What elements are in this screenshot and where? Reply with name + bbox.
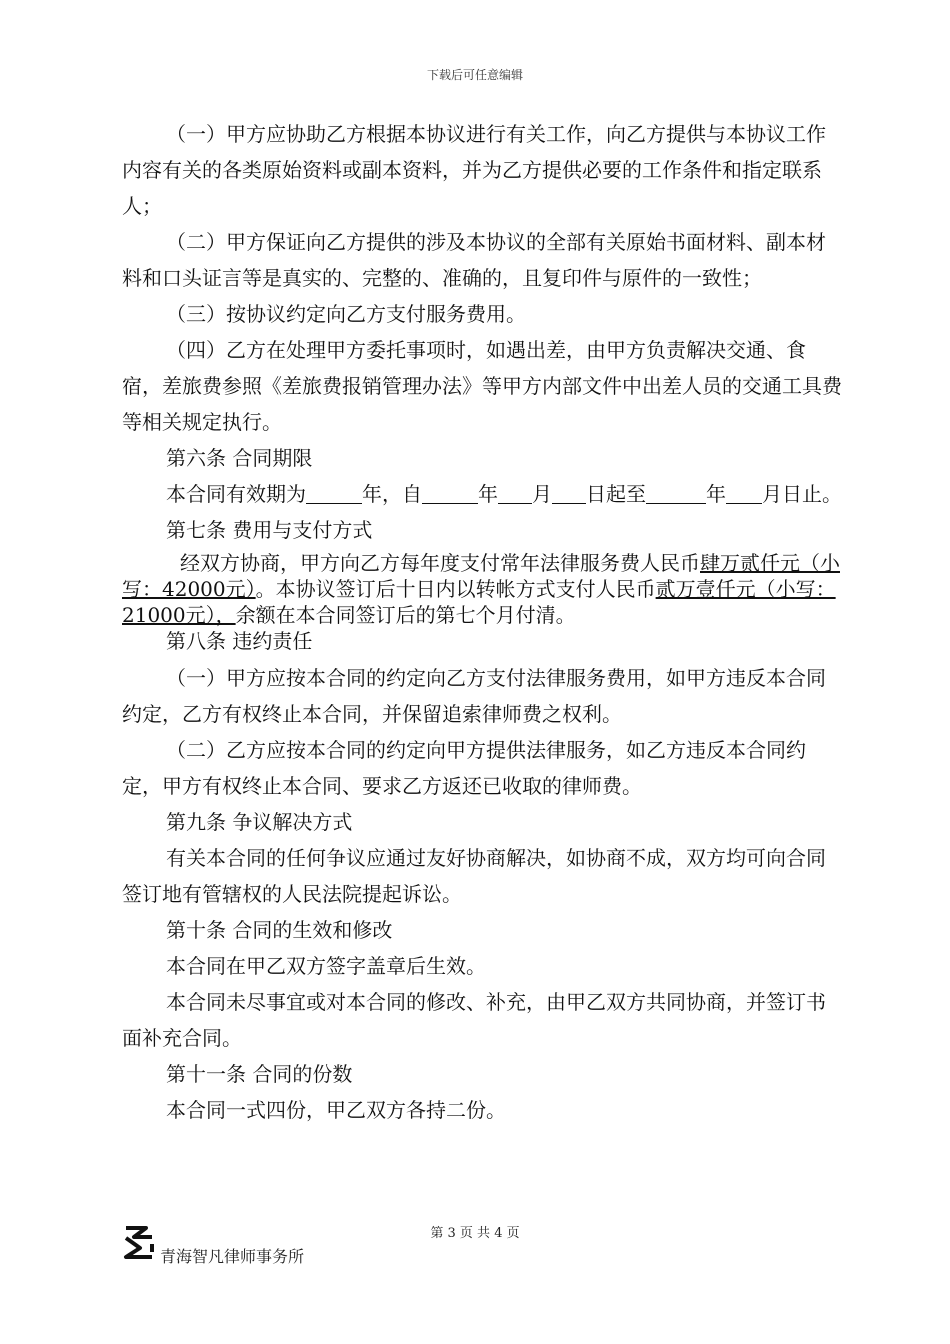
- paragraph: 本合同未尽事宜或对本合同的修改、补充，由甲乙双方共同协商，并签订书面补充合同。: [122, 990, 826, 1050]
- term-text: 本合同有效期为: [166, 482, 306, 506]
- blank-line: [306, 483, 362, 504]
- payment-text: 经双方协商，甲方向乙方每年度支付常年法律服务费人民币: [180, 551, 700, 575]
- amount-first: 贰万壹仟元（小写：21000元），: [122, 577, 836, 627]
- payment-paragraph: [122, 550, 842, 628]
- blank-line: [422, 483, 478, 504]
- article-heading: 第七条 费用与支付方式: [166, 518, 373, 542]
- term-text: 年，自: [362, 482, 422, 506]
- paragraph: （一）甲方应协助乙方根据本协议进行有关工作，向乙方提供与本协议工作内容有关的各类原始资料或副本资料，并为乙方提供必要的工作条件和指定联系人；: [122, 122, 826, 218]
- law-firm-name: 青海智凡律师事务所: [160, 1247, 305, 1266]
- page-number: 第 3 页 共 4 页: [430, 1226, 520, 1241]
- term-text: 月日止。: [762, 482, 842, 506]
- paragraph: （三）按协议约定向乙方支付服务费用。: [166, 302, 526, 326]
- payment-text: 余额在本合同签订后的第七个月付清。: [235, 603, 576, 627]
- paragraph: （二）甲方保证向乙方提供的涉及本协议的全部有关原始书面材料、副本材料和口头证言等是真实的、完整的、准确的，且复印件与原件的一致性；: [122, 230, 826, 290]
- term-text: 日起至: [586, 482, 646, 506]
- law-firm-logo-icon: [122, 1224, 156, 1260]
- blank-line: [498, 483, 532, 504]
- article-heading: 第十条 合同的生效和修改: [166, 918, 393, 942]
- term-text: 年: [478, 482, 498, 506]
- article-heading: 第六条 合同期限: [166, 446, 313, 470]
- paragraph: （四）乙方在处理甲方委托事项时，如遇出差，由甲方负责解决交通、食宿，差旅费参照《差旅费报销管理办法》等甲方内部文件中出差人员的交通工具费等相关规定执行。: [122, 338, 842, 434]
- paragraph: （二）乙方应按本合同的约定向甲方提供法律服务，如乙方违反本合同约定，甲方有权终止本合同、要求乙方返还已收取的律师费。: [122, 738, 806, 798]
- term-paragraph: [122, 476, 842, 512]
- contract-body: [122, 116, 842, 1128]
- article-heading: 第八条 违约责任: [166, 629, 313, 653]
- article-heading: 第十一条 合同的份数: [166, 1062, 353, 1086]
- payment-text: 。本协议签订后十日内以转帐方式支付人民币: [255, 577, 656, 601]
- term-text: 月: [532, 482, 552, 506]
- blank-line: [552, 483, 586, 504]
- paragraph: 本合同在甲乙双方签字盖章后生效。: [166, 954, 486, 978]
- amount-annual: 肆万贰仟元（小写：42000元）: [122, 551, 840, 601]
- blank-line: [726, 483, 762, 504]
- article-heading: 第九条 争议解决方式: [166, 810, 353, 834]
- page-header: 下载后可任意编辑: [426, 68, 523, 82]
- paragraph: 有关本合同的任何争议应通过友好协商解决，如协商不成，双方均可向合同签订地有管辖权的人民法院提起诉讼。: [122, 846, 826, 906]
- term-text: 年: [706, 482, 726, 506]
- paragraph: （一）甲方应按本合同的约定向乙方支付法律服务费用，如甲方违反本合同约定，乙方有权终止本合同，并保留追索律师费之权利。: [122, 666, 826, 726]
- paragraph: 本合同一式四份，甲乙双方各持二份。: [166, 1098, 506, 1122]
- blank-line: [646, 483, 706, 504]
